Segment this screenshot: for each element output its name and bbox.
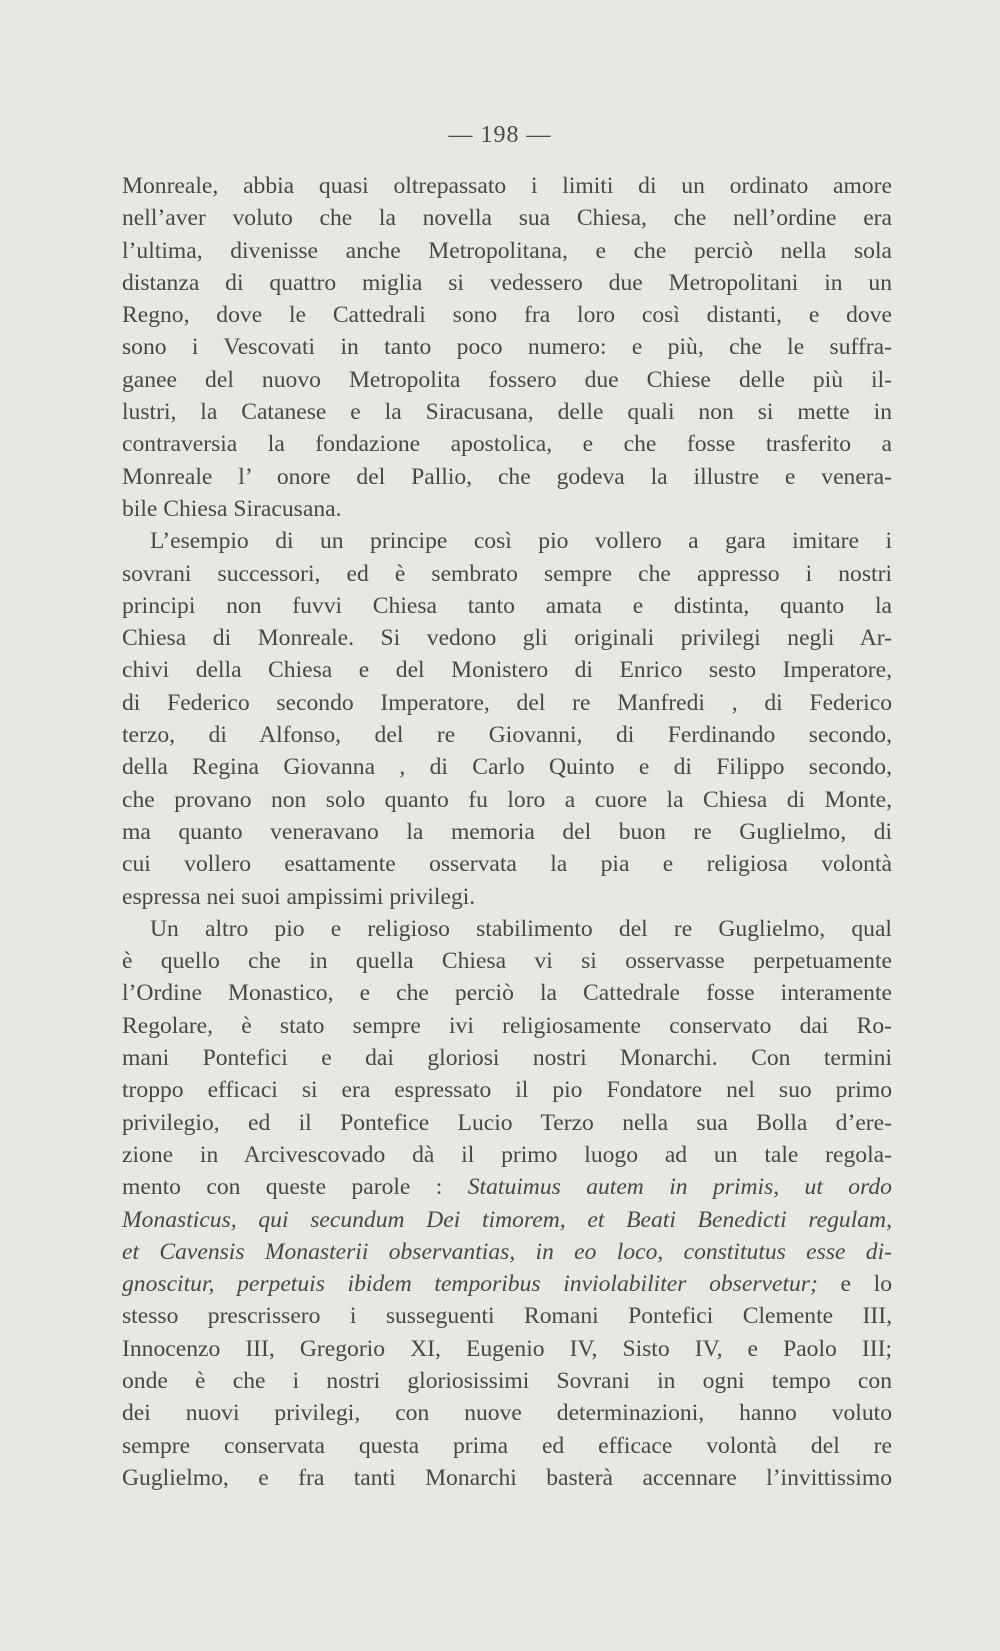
text-line: sovrani successori, ed è sembrato sempre che appresso i nostri (122, 560, 892, 587)
text-line: dei nuovi privilegi, con nuove determinazioni, hanno voluto (122, 1400, 892, 1427)
latin-quote: Statuimus autem in primis, ut ordo (467, 1174, 892, 1201)
text-line: ma quanto veneravano la memoria del buon re Guglielmo, di (122, 818, 892, 845)
text-line: Regolare, è stato sempre ivi religiosamente conservato dai Ro- (122, 1012, 892, 1039)
text-line: troppo efficaci si era espressato il pio Fondatore nel suo primo (122, 1077, 892, 1104)
text-line: è quello che in quella Chiesa vi si osservasse perpetuamente (122, 948, 892, 975)
paragraph-start-line: Un altro pio e religioso stabilimento del re Guglielmo, qual (150, 915, 892, 942)
paragraph-start-line: L’esempio di un principe così pio vollero a gara imitare i (150, 528, 892, 555)
text-line: Monreale l’ onore del Pallio, che godeva la illustre e venera- (122, 463, 892, 490)
text-line: sono i Vescovati in tanto poco numero: e più, che le suffra- (122, 334, 892, 361)
text-line: nell’aver voluto che la novella sua Chiesa, che nell’ordine era (122, 205, 892, 232)
text-line: onde è che i nostri gloriosissimi Sovrani in ogni tempo con (122, 1367, 892, 1394)
page-number: — 198 — (448, 122, 552, 148)
text-line: lustri, la Catanese e la Siracusana, delle quali non si mette in (122, 399, 892, 426)
body-text (122, 170, 892, 1494)
text-line: mani Pontefici e dai gloriosi nostri Monarchi. Con termini (122, 1045, 892, 1072)
text-line: l’ultima, divenisse anche Metropolitana, e che perciò nella sola (122, 237, 892, 264)
text-line: distanza di quattro miglia si vedessero due Metropolitani in un (122, 269, 892, 296)
text-line: Chiesa di Monreale. Si vedono gli originali privilegi negli Ar- (122, 625, 892, 652)
text-line: Monreale, abbia quasi oltrepassato i limiti di un ordinato amore (122, 173, 892, 199)
text-line: bile Chiesa Siracusana. (122, 495, 342, 522)
latin-quote-line: Monasticus, qui secundum Dei timorem, et Beati Benedicti regulam, (122, 1206, 892, 1233)
text-line: Guglielmo, e fra tanti Monarchi basterà accennare l’invittissimo (122, 1464, 892, 1491)
text-line: espressa nei suoi ampissimi privilegi. (122, 883, 476, 910)
text-line: contraversia la fondazione apostolica, e che fosse trasferito a (122, 431, 892, 458)
text-line: ganee del nuovo Metropolita fossero due Chiese delle più il- (122, 366, 892, 393)
latin-quote: gnoscitur, perpetuis ibidem temporibus inviolabiliter observetur; (122, 1271, 818, 1298)
text-line: stesso prescrissero i susseguenti Romani Pontefici Clemente III, (122, 1303, 892, 1330)
text-line: sempre conservata questa prima ed efficace volontà del re (122, 1432, 892, 1459)
text-line: zione in Arcivescovado dà il primo luogo ad un tale regola- (122, 1141, 892, 1168)
text-line: privilegio, ed il Pontefice Lucio Terzo nella sua Bolla d’ere- (122, 1109, 892, 1136)
text-line: Regno, dove le Cattedrali sono fra loro così distanti, e dove (122, 302, 892, 329)
text-line: della Regina Giovanna , di Carlo Quinto e di Filippo secondo, (122, 754, 892, 781)
text-line: chivi della Chiesa e del Monistero di Enrico sesto Imperatore, (122, 657, 892, 684)
text-line: che provano non solo quanto fu loro a cuore la Chiesa di Monte, (122, 786, 892, 813)
text-line: terzo, di Alfonso, del re Giovanni, di Ferdinando secondo, (122, 722, 892, 749)
text-line: principi non fuvvi Chiesa tanto amata e distinta, quanto la (122, 592, 892, 619)
text-line: gnoscitur, perpetuis ibidem temporibus inviolabiliter observetur; e lo (122, 1271, 892, 1298)
text-line: di Federico secondo Imperatore, del re Manfredi , di Federico (122, 689, 892, 716)
latin-quote-line: et Cavensis Monasterii observantias, in eo loco, constitutus esse di- (122, 1238, 892, 1265)
text-line: l’Ordine Monastico, e che perciò la Cattedrale fosse interamente (122, 980, 892, 1007)
text-line: mento con queste parole : Statuimus autem in primis, ut ordo (122, 1174, 892, 1201)
text-line: cui vollero esattamente osservata la pia e religiosa volontà (122, 851, 892, 878)
text-line: Innocenzo III, Gregorio XI, Eugenio IV, Sisto IV, e Paolo III; (122, 1335, 892, 1362)
